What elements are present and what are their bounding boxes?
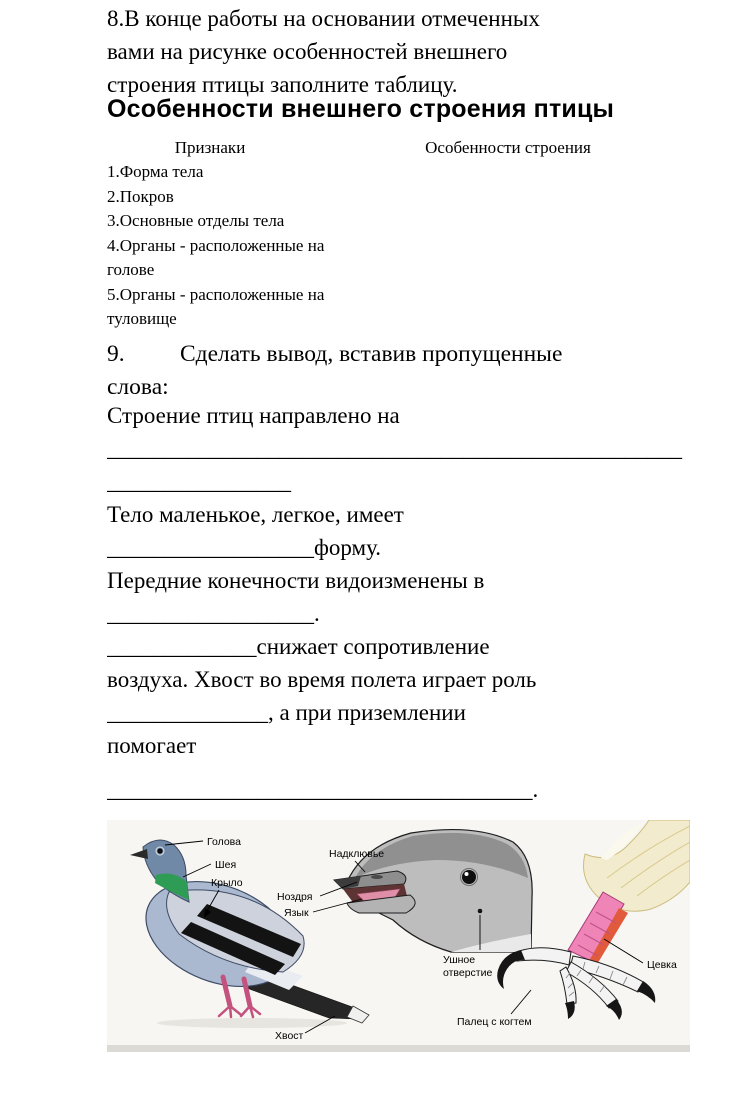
label-tail: Хвост: [275, 1030, 304, 1042]
label-tongue: Язык: [284, 907, 309, 919]
table-row: 3.Основные отделы тела: [107, 211, 285, 230]
fill-line: _____________________________________.: [107, 777, 539, 802]
table-title: Особенности внешнего строения птицы: [107, 95, 615, 123]
table-row: 4.Органы - расположенные на голове: [107, 235, 325, 279]
fill-line: _____________снижает сопротивление: [107, 634, 490, 659]
fill-line: ________________: [107, 469, 291, 494]
label-nostril: Ноздря: [277, 891, 313, 903]
table-row: 5.Органы - расположенные на туловище: [107, 284, 325, 328]
conclusion-fill-in: [107, 399, 717, 806]
label-tarsus: Цевка: [647, 959, 677, 971]
label-ear-opening-1: Ушное: [443, 954, 476, 966]
fill-line: __________________.: [107, 601, 320, 626]
fill-line: воздуха. Хвост во время полета играет роль: [107, 667, 537, 692]
fill-line: Тело маленькое, легкое, имеет: [107, 502, 404, 527]
table-header-row: [107, 138, 703, 158]
text-line: слова:: [107, 374, 169, 400]
table-row: 2.Покров: [107, 186, 174, 206]
label-toe-with-claw: Палец с когтем: [457, 1016, 532, 1028]
task9-number: 9.: [107, 341, 125, 367]
table-rows: [107, 160, 337, 332]
fill-line: Строение птиц направлено на: [107, 403, 400, 428]
text-line: 8.В конце работы на основании отмеченных: [107, 6, 540, 31]
fill-line: __________________форму.: [107, 535, 382, 560]
fill-line: ______________, а при приземлении: [107, 700, 466, 725]
table-header-osobennosti: Особенности строения: [425, 138, 591, 157]
fill-line: Передние конечности видоизменены в: [107, 568, 485, 593]
figure-bottom-edge: [107, 1045, 690, 1052]
task9-prompt: Сделать вывод, вставив пропущенные: [180, 341, 563, 367]
label-upper-beak: Надклювье: [329, 848, 385, 860]
text-line: строения птицы заполните таблицу.: [107, 72, 458, 97]
label-ear-opening-2: отверстие: [443, 967, 493, 979]
fill-line: __________________________________________________: [107, 436, 682, 461]
label-wing: Крыло: [211, 877, 243, 889]
table-header-priznaki: Признаки: [174, 138, 246, 157]
label-head: Голова: [207, 836, 241, 848]
label-neck: Шея: [215, 859, 237, 871]
task9-paragraph: [107, 338, 717, 404]
bird-anatomy-figure: [107, 820, 690, 1052]
task8-paragraph: [107, 2, 717, 101]
fill-line: помогает: [107, 733, 197, 758]
text-line: вами на рисунке особенностей внешнего: [107, 39, 508, 64]
table-row: 1.Форма тела: [107, 162, 204, 181]
text-line: [107, 338, 717, 371]
